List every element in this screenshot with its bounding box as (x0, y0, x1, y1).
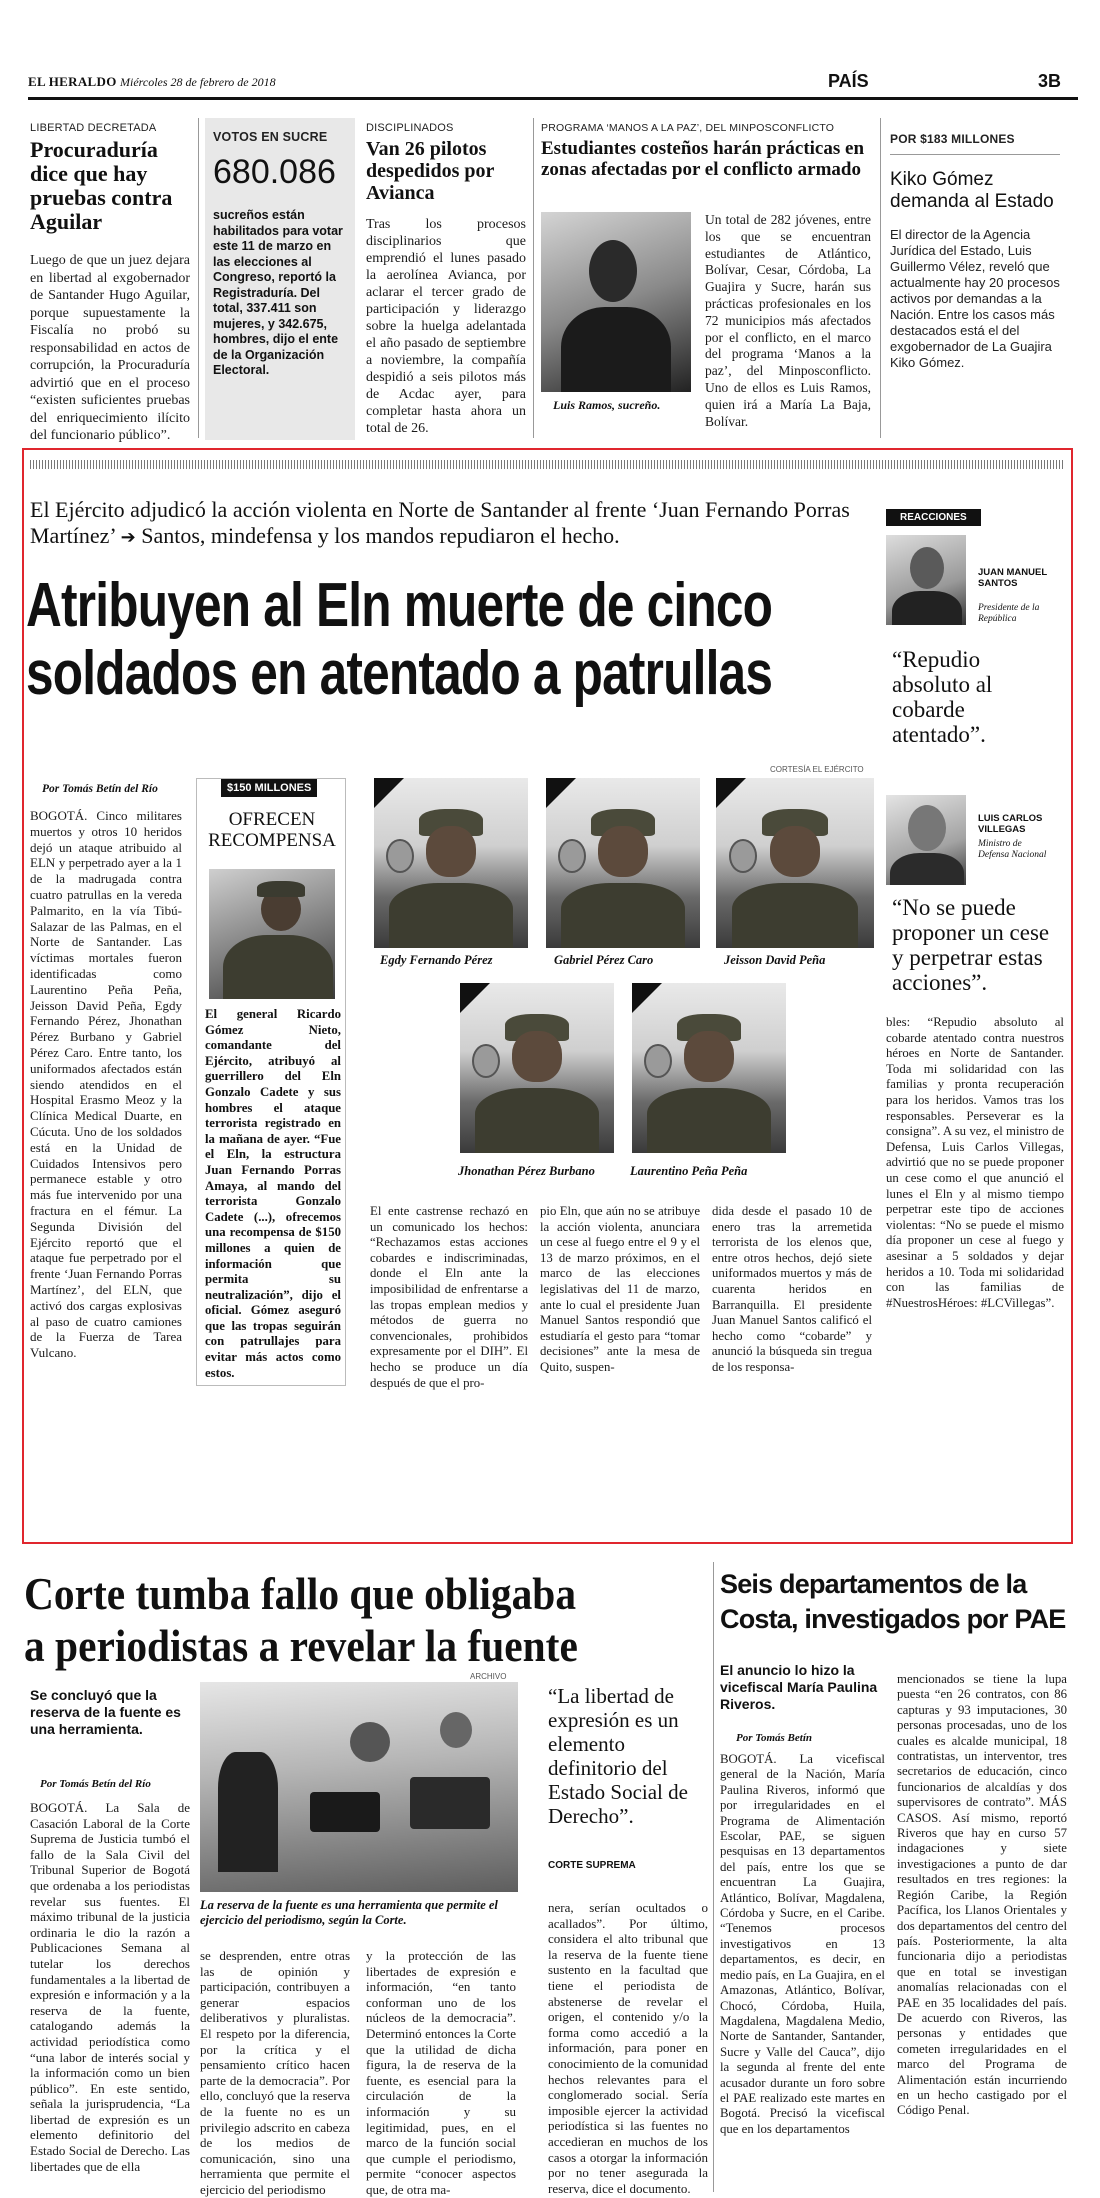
story-aguilar (30, 122, 190, 445)
pae-subhead: El anuncio lo hizo la vicefiscal María Paulina Riveros. (720, 1662, 878, 1712)
general-photo (209, 869, 335, 999)
villegas-quote: “No se puede proponer un cese y perpetrar estas acciones”. (892, 895, 1050, 995)
headline: Estudiantes costeños harán prácticas en zonas afectadas por el conflicto armado (541, 138, 865, 180)
pae-headline: Seis departamentos de la Costa, investigados por PAE (720, 1569, 1066, 1634)
kicker: DISCIPLINADOS (366, 122, 454, 134)
kicker: PROGRAMA ‘MANOS A LA PAZ’, DEL MINPOSCONFLICTO (541, 122, 835, 134)
soldier-photo (374, 778, 528, 948)
divider (880, 118, 881, 438)
santos-name: JUAN MANUEL SANTOS (978, 567, 1047, 589)
kicker: LIBERTAD DECRETADA (30, 122, 157, 134)
santos-photo (886, 535, 966, 625)
headline-line1: Atribuyen al Eln muerte de cinco (26, 571, 773, 640)
main-col-b: pio Eln, que aún no se atribuye la acción violenta, anunciara un cese al fuego entre el 9 y el 13 de marzo próximos, en el marco de las elecciones legislativas del 11 de marzo, ante lo cual el presidente Juan Manuel Santos respondió que estudiaría el gesto para “tomar decisiones” ante la mesa de Quito, suspen- (540, 1204, 700, 1374)
reactions-column (886, 507, 1064, 1310)
divider (533, 118, 534, 438)
divider (198, 118, 199, 438)
villegas-name: LUIS CARLOS VILLEGAS (978, 813, 1043, 835)
body: Tras los procesos disciplinarios que emprendió el lunes pasado la aerolínea Avianca, por aclarar el tercer grado de participación y liderazgo sobre la huelga adelantada el año pasado de septiembre a noviembre, la compañía despidió a seis pilotos más de Acdac ayer, para completar hasta ahora un total de 26. (366, 217, 526, 436)
deck-text: El Ejército adjudicó la acción violenta en Norte de Santander al frente ‘Juan Fernando Porras Martínez’ (30, 497, 850, 548)
story-kiko (890, 132, 1070, 371)
headline: Procuraduría dice que hay pruebas contra Aguilar (30, 137, 173, 234)
kicker: VOTOS EN SUCRE (213, 130, 328, 144)
soldier-name: Egdy Fernando Pérez (380, 953, 493, 967)
main-headline (26, 572, 886, 708)
headline-line2: a periodistas a revelar la fuente (24, 1621, 578, 1671)
main-byline: Por Tomás Betín del Río (42, 783, 158, 795)
main-col-c: dida desde el pasado 10 de enero tras la arremetida terrorista de los elenos que, entre otros hechos, dejó siete uniformados muertos y más de cuarenta heridos en Barranquilla. El presidente Juan Manuel Santos calificó el hecho como “cobarde” y anunció la búsqueda sin tregua de los responsa- (712, 1204, 872, 1374)
masthead (28, 70, 1078, 96)
page-number: 3B (1038, 71, 1062, 91)
soldier-name: Jeisson David Peña (724, 953, 826, 967)
court-photo-credit: ARCHIVO (470, 1672, 507, 1681)
court-photo-caption: La reserva de la fuente es una herramienta que permite el ejercicio del periodismo, según la Corte. (200, 1898, 498, 1927)
kicker: POR $183 MILLONES (890, 132, 1015, 146)
main-deck (30, 497, 870, 550)
section-hatch (30, 460, 1065, 469)
student-photo (541, 212, 691, 392)
newsroom-photo (200, 1682, 518, 1892)
santos-role: Presidente de la República (978, 603, 1040, 624)
section-name: PAÍS (828, 71, 869, 91)
soldier-name: Laurentino Peña Peña (630, 1164, 748, 1178)
photo-credit: CORTESÍA EL EJÉRCITO (770, 765, 864, 774)
court-byline: Por Tomás Betín del Río (40, 1778, 151, 1790)
soldier-photo (632, 983, 786, 1153)
headline-line2: soldados en atentado a patrullas (26, 639, 773, 708)
photo-caption: Luis Ramos, sucreño. (553, 398, 661, 412)
headline: Kiko Gómez demanda al Estado (890, 169, 1054, 212)
body: sucreños están habilitados para votar este 11 de marzo en las elecciones al Congreso, reportó la Registraduría. Del total, 337.411 son mujeres, y 342.675, hombres, dijo el ente de la Organización Electoral. (213, 208, 343, 377)
reward-badge: $150 MILLONES (221, 779, 317, 797)
villegas-photo (886, 795, 966, 885)
paper-name: EL HERALDO (28, 74, 117, 89)
reward-box (196, 778, 346, 1386)
body: Luego de que un juez dejara en libertad al exgobernador de Santander Hugo Aguilar, porque supuestamente la Fiscalía no probó su responsabilidad en actos de corrupción, la Procuraduría advirtió que en el proceso “existen suficientes pruebas del enriquecimiento ilícito del funcionario público”. (30, 253, 190, 443)
story-students (541, 122, 871, 442)
soldier-photo (460, 983, 614, 1153)
masthead-rule (28, 97, 1078, 100)
reactions-badge: REACCIONES (886, 509, 981, 526)
soldier-name: Jhonathan Pérez Burbano (458, 1164, 595, 1178)
reward-title: OFRECEN RECOMPENSA (208, 809, 336, 851)
soldier-photo (716, 778, 874, 948)
deck-arrow-icon: ➔ (120, 527, 136, 547)
court-col4: nera, serían ocultados o acallados”. Por último, considera el alto tribunal que la reserva de la fuente tiene sustento en la facultad que tiene el periodista de abstenerse de revelar el origen, el contenido y/o la forma como accedió a la información, para poner en conocimiento de la comunidad hechos relevantes para el conglomerado social. Sería imposible ejercer la actividad periodística si las fuentes no accedieran en muchos de los casos a otorgar la información por no tener asegurada la reserva, dice el documento. (548, 1900, 708, 2196)
pae-col1: BOGOTÁ. La vicefiscal general de la Nación, María Paulina Riveros, informó que por irregularidades en el Programa de Alimentación Escolar, PAE, se siguen pesquisas en 13 departamentos del país, entre los que se encuentran La Guajira, Atlántico, Bolívar, Magdalena, Córdoba y Sucre, en el Caribe. “Tenemos procesos investigativos en 13 departamentos, es decir, en medio país, en La Guajira, en el Amazonas, Atlántico, Bolívar, Chocó, Córdoba, Huila, Magdalena, Magdalena Medio, Norte de Santander, Santander, Sucre y Valle del Cauca”, dijo la segunda al frente del ente acusador durante un foro sobre el PAE realizado este martes en Bogotá. Precisó la vicefiscal que en los departamentos (720, 1752, 885, 2136)
pae-col2: mencionados se tiene la lupa puesta “en 26 contratos, con 86 capturas y 93 imputaciones, 30 personas procesadas, uno de los cuales es alcalde municipal, 18 contratistas, un interventor, tres secretarios de educación, cinco funcionarios de alcaldías y dos supervisores de contrato”. MÁS CASOS. Así mismo, reportó Riveros que hay en curso 57 indagaciones y siete investigaciones a punto de dar resultados en tres regiones: la Región Caribe, la Región Pacífica, los Llanos Orientales y dos departamentos del centro del país. Posteriormente, la alta funcionaria dijo a periodistas que en total se investigan anomalías relacionadas con el PAE en 35 localidades del país. De acuerdo con Riveros, las personas y entidades que cometen irregularidades en el marco del Programa de Alimentación están incurriendo en un hecho castigado por el Código Penal. (897, 1672, 1067, 2118)
villegas-role: Ministro de Defensa Nacional (978, 839, 1047, 860)
soldier-name: Gabriel Pérez Caro (554, 953, 654, 967)
court-col3: y la protección de las libertades de expresión e información, “en tanto conforman uno de los núcleos de la democracia”. Determinó entonces la Corte que la utilidad de dicha figura, la de reserva de la fuente, es esencial para la circulación de la información y su legitimidad, pues, en el marco de la función social que cumple el periodismo, permite “conocer aspectos que, de otra ma- (366, 1948, 516, 2197)
story-avianca (366, 122, 526, 437)
court-col2: se desprenden, entre otras las de opinión y participación, contribuyen a generar espacios deliberativos y pluralistas. El respeto por la diferencia, por la crítica y el pensamiento crítico hacen parte de la democracia”. Por ello, concluyó que la reserva de la fuente no es un privilegio adscrito en cabeza de los medios de comunicación, sino una herramienta que permite el ejercicio del periodismo (200, 1948, 350, 2197)
votes-number: 680.086 (213, 153, 336, 191)
body: El director de la Agencia Jurídica del Estado, Luis Guillermo Vélez, reveló que actualmente hay 20 procesos activos por demandas a la Nación. Entre los casos más destacados está el del exgobernador de La Guajira Kiko Gómez. (890, 227, 1060, 370)
santos-quote: “Repudio absoluto al cobarde atentado”. (892, 647, 993, 747)
pae-byline: Por Tomás Betín (736, 1732, 812, 1744)
reward-body: El general Ricardo Gómez Nieto, comandante del Ejército, atribuyó al guerrillero del Eln Gonzalo Cadete y sus hombres el ataque terrorista registrado en la mañana de ayer. “Fue el Eln, la estructura Juan Fernando Porras Amaya, al mando del terrorista Gonzalo Cadete (...), ofrecemos una recompensa de $150 millones a quien de información que permita su neutralización”, dijo el oficial. Gómez aseguró que las tropas seguirán con patrullajes para evitar más actos como estos. (205, 1007, 341, 1380)
court-subhead: Se concluyó que la reserva de la fuente es una herramienta. (30, 1687, 181, 1737)
court-quote-source: CORTE SUPREMA (548, 1860, 636, 1871)
story-votes (205, 118, 355, 440)
main-col-a: El ente castrense rechazó en un comunicado los hechos: “Rechazamos estas acciones cobardes e indiscriminadas, donde el Eln ante la imposibilidad de enfrentarse a las tropas emplean medios y métodos de guerra no convencionales, prohibidos expresamente por el DIH”. El hecho se produce un día después de que el pro- (370, 1204, 528, 1390)
court-col1: BOGOTÁ. La Sala de Casación Laboral de la Corte Suprema de Justicia tumbó el fallo de la Sala Civil del Tribunal Superior de Bogotá que ordenaba a los periodistas revelar sus fuentes. El máximo tribunal de la justicia ordinaria le dio la razón a Publicaciones Semana al tutelar los derechos fundamentales a la libertad de expresión e información y a la reserva de la fuente, catalogando además la actividad periodística como “una labor de interés social y la información como un bien público”. En este sentido, señala la jurisprudencia, “La libertad de expresión es un elemento definitorio del Estado Social de Derecho. Las libertades que de ella (30, 1800, 190, 2174)
body: Un total de 282 jóvenes, entre los que se encuentran estudiantes de Atlántico, Bolívar, Cesar, Córdoba, La Guajira y Sucre, harán sus prácticas profesionales en los 72 municipios más afectados por el conflicto, en el marco del programa ‘Manos a la paz’, del Minposconflicto. Uno de ellos es Luis Ramos, quien irá a María La Baja, Bolívar. (705, 212, 871, 429)
soldier-photo (546, 778, 700, 948)
deck-end: Santos, mindefensa y los mandos repudiaron el hecho. (141, 523, 620, 548)
court-headline (24, 1568, 724, 1672)
main-col1: BOGOTÁ. Cinco militares muertos y otros 10 heridos dejó un ataque atribuido al ELN y perpetrado ayer a la 1 de la madrugada contra cuatro patrullas en la vereda Palmarito, en la vía Tibú-Salazar de las Palmas, en el Norte de Santander. Las víctimas mortales fueron identificadas como Laurentino Peña Peña, Jeisson David Peña, Egdy Fernando Pérez, Jhonathan Pérez Burbano y Gabriel Pérez Caro. Entre tanto, los uniformados afectados están siendo atendidos en el Hospital Erasmo Meoz y la Clínica Medical Duarte, en Cúcuta. Uno de los soldados está en la Unidad de Cuidados Intensivos pero permanece estable y otro más fue intervenido por una fractura en el fémur. La Segunda División del Ejército reportó que el ataque fue perpetrado por el frente ‘Juan Fernando Porras Martínez’, del ELN, que activó dos cargas explosivas al paso de cuatro camiones de la Fuerza de Tarea Vulcano. (30, 808, 182, 1361)
divider (713, 1562, 714, 2192)
court-quote: “La libertad de expresión es un elemento definitorio del Estado Social de Derecho”. (548, 1684, 688, 1828)
reactions-body: bles: “Repudio absoluto al cobarde atentado contra nuestros héroes en Norte de Santander. Toda mi solidaridad con las familias y pronta recuperación para los heridos. Vamos tras los responsables. Perseverar es la consigna”. A su vez, el ministro de Defensa, Luis Carlos Villegas, advirtió que no se puede proponer un cese como el que anunció el lunes el Eln y al mismo tiempo perpetrar este tipo de acciones violentas: “No se puede el mismo día proponer un cese al fuego y asesinar a 5 soldados y dejar heridos a 10. Toda mi solidaridad con las familias de #NuestrosHéroes: #LCVillegas”. (886, 1015, 1064, 1310)
headline: Van 26 pilotos despedidos por Avianca (366, 138, 495, 204)
issue-date: Miércoles 28 de febrero de 2018 (120, 75, 276, 89)
headline-line1: Corte tumba fallo que obligaba (24, 1569, 577, 1619)
